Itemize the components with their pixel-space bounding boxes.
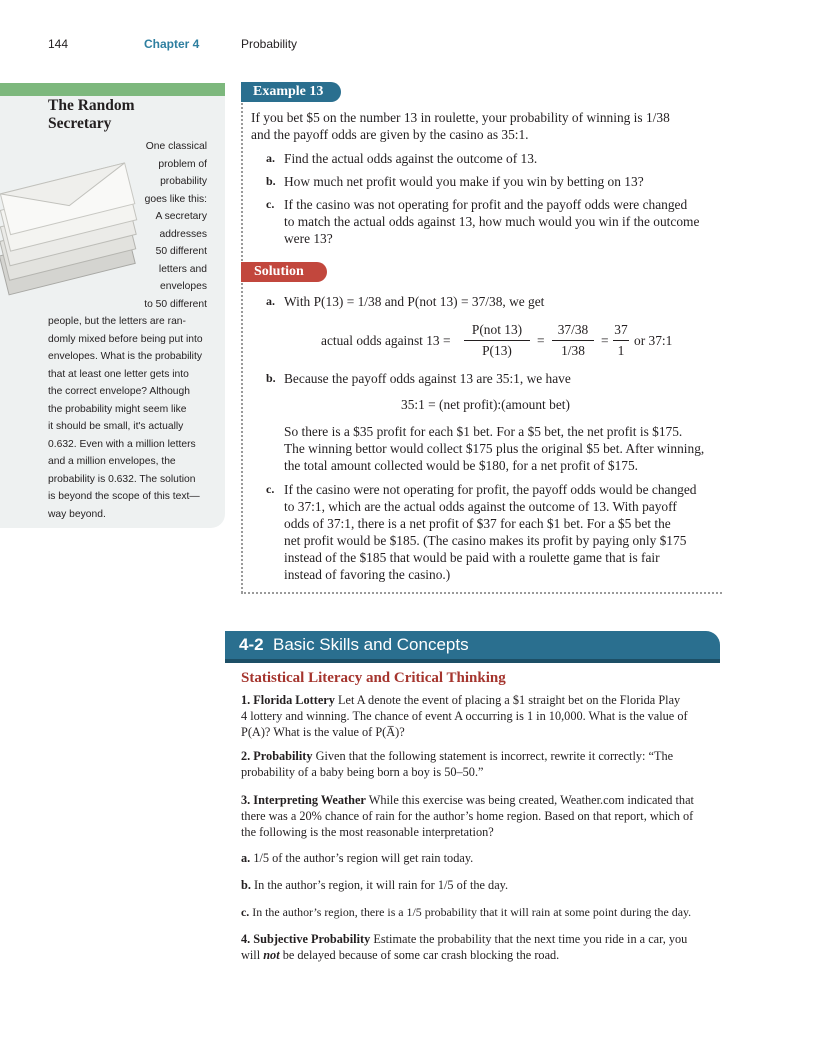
exercise-4: [241, 932, 687, 948]
subsection-heading: Statistical Literacy and Critical Thinking: [241, 670, 506, 686]
section-title: Basic Skills and Concepts: [273, 635, 469, 654]
section-label: Probability: [241, 37, 298, 51]
fraction-numerator: 37/38: [557, 322, 589, 337]
sidebar-text-line: to 50 different: [144, 298, 207, 310]
section-number: 4-2: [239, 635, 264, 654]
sidebar-text-line: envelopes. What is the probability: [48, 351, 202, 362]
option-label: c.: [241, 905, 250, 919]
sidebar-text-line: probability: [160, 176, 207, 187]
solution-part-c: net profit would be $185. (The casino makes its profit by paying only $175: [284, 533, 687, 548]
sidebar-text-line: domly mixed before being put into: [48, 333, 203, 345]
fraction-denominator: 1/38: [561, 343, 585, 358]
exercise-text: Given that the following statement is incorrect, rewrite it correctly: “The: [315, 749, 674, 763]
option-text: 1/5 of the author’s region will get rain today.: [253, 851, 474, 865]
chapter-label: Chapter 4: [144, 37, 200, 51]
sidebar-text-line: the correct envelope? Although: [48, 386, 190, 397]
solution-part-b-text: So there is a $35 profit for each $1 bet. For a $5 bet, the net profit is $175.: [284, 424, 683, 439]
exercise-title: 3. Interpreting Weather: [241, 793, 366, 807]
fraction-denominator: 1: [617, 343, 625, 358]
exercise-1: [241, 693, 680, 709]
exercise-text: the following is the most reasonable interpretation?: [241, 825, 494, 839]
solution-label: Solution: [241, 262, 327, 282]
part-label: b.: [266, 371, 276, 385]
sidebar-title: [48, 97, 218, 133]
example-part-c: were 13?: [284, 231, 333, 246]
example-intro: and the payoff odds are given by the casino as 35:1.: [251, 127, 529, 142]
exercise-emphasis: not: [263, 948, 280, 962]
exercise-text-part: be delayed because of some car crash blocking the road.: [279, 948, 560, 962]
exercise-text-part: will: [241, 948, 264, 962]
exercise-text: Let A denote the event of placing a $1 straight bet on the Florida Play: [338, 693, 681, 707]
sidebar-accent-bar: [0, 83, 225, 96]
solution-part-c: instead of favoring the casino.): [284, 567, 451, 582]
example-intro: If you bet $5 on the number 13 in roulette, your probability of winning is 1/38: [251, 110, 670, 125]
option-text: In the author’s region, there is a 1/5 probability that it will rain at some point during the day.: [252, 905, 692, 919]
example-label: Example 13: [241, 82, 341, 102]
sidebar-text-line: people, but the letters are ran-: [48, 316, 186, 327]
equals-sign: =: [537, 333, 545, 348]
exercise-title: 2. Probability: [241, 749, 313, 763]
sidebar-text-line: is beyond the scope of this text—: [48, 491, 200, 502]
example-part-a: Find the actual odds against the outcome of 13.: [284, 151, 538, 166]
example-part-b: How much net profit would you make if you win by betting on 13?: [284, 174, 644, 189]
sidebar-text-line: addresses: [159, 228, 207, 240]
example-part-c: to match the actual odds against 13, how much would you win if the outcome: [284, 214, 700, 229]
sidebar-text-line: envelopes: [160, 281, 207, 292]
exercise-3: [241, 793, 694, 809]
example-bottom-rule: [241, 592, 722, 594]
fraction-bar: [464, 340, 530, 341]
solution-part-c: instead of the $185 that would be paid with a roulette game that is fair: [284, 550, 660, 565]
page-number: 144: [48, 37, 69, 51]
exercise-text: 4 lottery and winning. The chance of event A occurring is 1 in 10,000. What is the value of: [241, 709, 688, 723]
fraction-numerator: 37: [614, 322, 628, 337]
fraction-bar: [552, 340, 594, 341]
solution-part-b-text: The winning bettor would collect $175 plus the original $5 bet. After winning,: [284, 441, 705, 456]
part-label: c.: [266, 197, 275, 211]
solution-part-b-text: the total amount collected would be $180, for a net profit of $175.: [284, 458, 639, 473]
exercise-2: [241, 749, 673, 765]
exercise-text: probability of a baby being born a boy is 50–50.”: [241, 765, 484, 779]
part-label: c.: [266, 482, 275, 496]
sidebar-text-line: the probability might seem like: [48, 403, 187, 415]
option-text: In the author’s region, it will rain for 1/5 of the day.: [254, 878, 509, 892]
solution-equation: 35:1 = (net profit):(amount bet): [401, 397, 570, 412]
fraction-bar: [613, 340, 629, 341]
equation-tail: or 37:1: [634, 333, 673, 348]
sidebar-text-line: problem of: [158, 158, 207, 170]
sidebar-text-line: 0.632. Even with a million letters: [48, 438, 196, 450]
part-label: b.: [266, 174, 276, 188]
sidebar-text-line: probability is 0.632. The solution: [48, 473, 196, 485]
solution-part-c: to 37:1, which are the actual odds against the outcome of 13. With payoff: [284, 499, 677, 514]
exercise-title: 1. Florida Lottery: [241, 693, 335, 707]
exercise-title: 4. Subjective Probability: [241, 932, 371, 946]
option-label: b.: [241, 878, 251, 892]
sidebar-title-line: Secretary: [48, 115, 112, 132]
sidebar-text-line: it should be small, it's actually: [48, 421, 184, 432]
fraction-numerator: P(not 13): [471, 322, 523, 337]
exercise-text: P(A)? What is the value of P(A̅)?: [241, 725, 405, 739]
option-label: a.: [241, 851, 251, 865]
sidebar-text-line: way beyond.: [48, 508, 106, 520]
example-left-rule: [241, 103, 243, 593]
envelopes-photo: [0, 150, 140, 300]
solution-part-a: With P(13) = 1/38 and P(not 13) = 37/38, we get: [284, 294, 545, 309]
sidebar-text-line: goes like this:: [144, 193, 207, 205]
solution-part-b: Because the payoff odds against 13 are 35:1, we have: [284, 371, 571, 386]
exercise-text: there was a 20% chance of rain for the author’s home region. Based on that report, which of: [241, 809, 694, 823]
sidebar-text-line: letters and: [158, 263, 207, 275]
exercise-text: Estimate the probability that the next time you ride in a car, you: [373, 932, 688, 946]
example-part-c: If the casino was not operating for profit and the payoff odds were changed: [284, 197, 688, 212]
part-label: a.: [266, 294, 275, 308]
sidebar-title-line: The Random: [48, 97, 135, 114]
sidebar-text-line: 50 different: [155, 246, 207, 257]
exercise-text: [241, 948, 559, 964]
equals-sign: =: [601, 333, 609, 348]
sidebar-text-line: that at least one letter gets into: [48, 368, 189, 380]
sidebar-text-line: One classical: [145, 141, 207, 152]
part-label: a.: [266, 151, 275, 165]
exercise-option: [241, 878, 508, 894]
solution-part-c: If the casino were not operating for profit, the payoff odds would be changed: [284, 482, 697, 497]
equation-lhs: actual odds against 13 =: [321, 333, 451, 348]
exercise-option: [241, 851, 473, 867]
sidebar-text-line: A secretary: [155, 211, 207, 222]
section-banner-shadow: [225, 659, 720, 663]
fraction-denominator: P(13): [482, 343, 512, 358]
solution-part-c: odds of 37:1, there is a net profit of $37 for each $1 bet. For a $5 bet the: [284, 516, 671, 531]
exercise-option: [241, 905, 691, 921]
exercise-text: While this exercise was being created, Weather.com indicated that: [368, 793, 694, 807]
sidebar-text-line: and a million envelopes, the: [48, 456, 176, 467]
